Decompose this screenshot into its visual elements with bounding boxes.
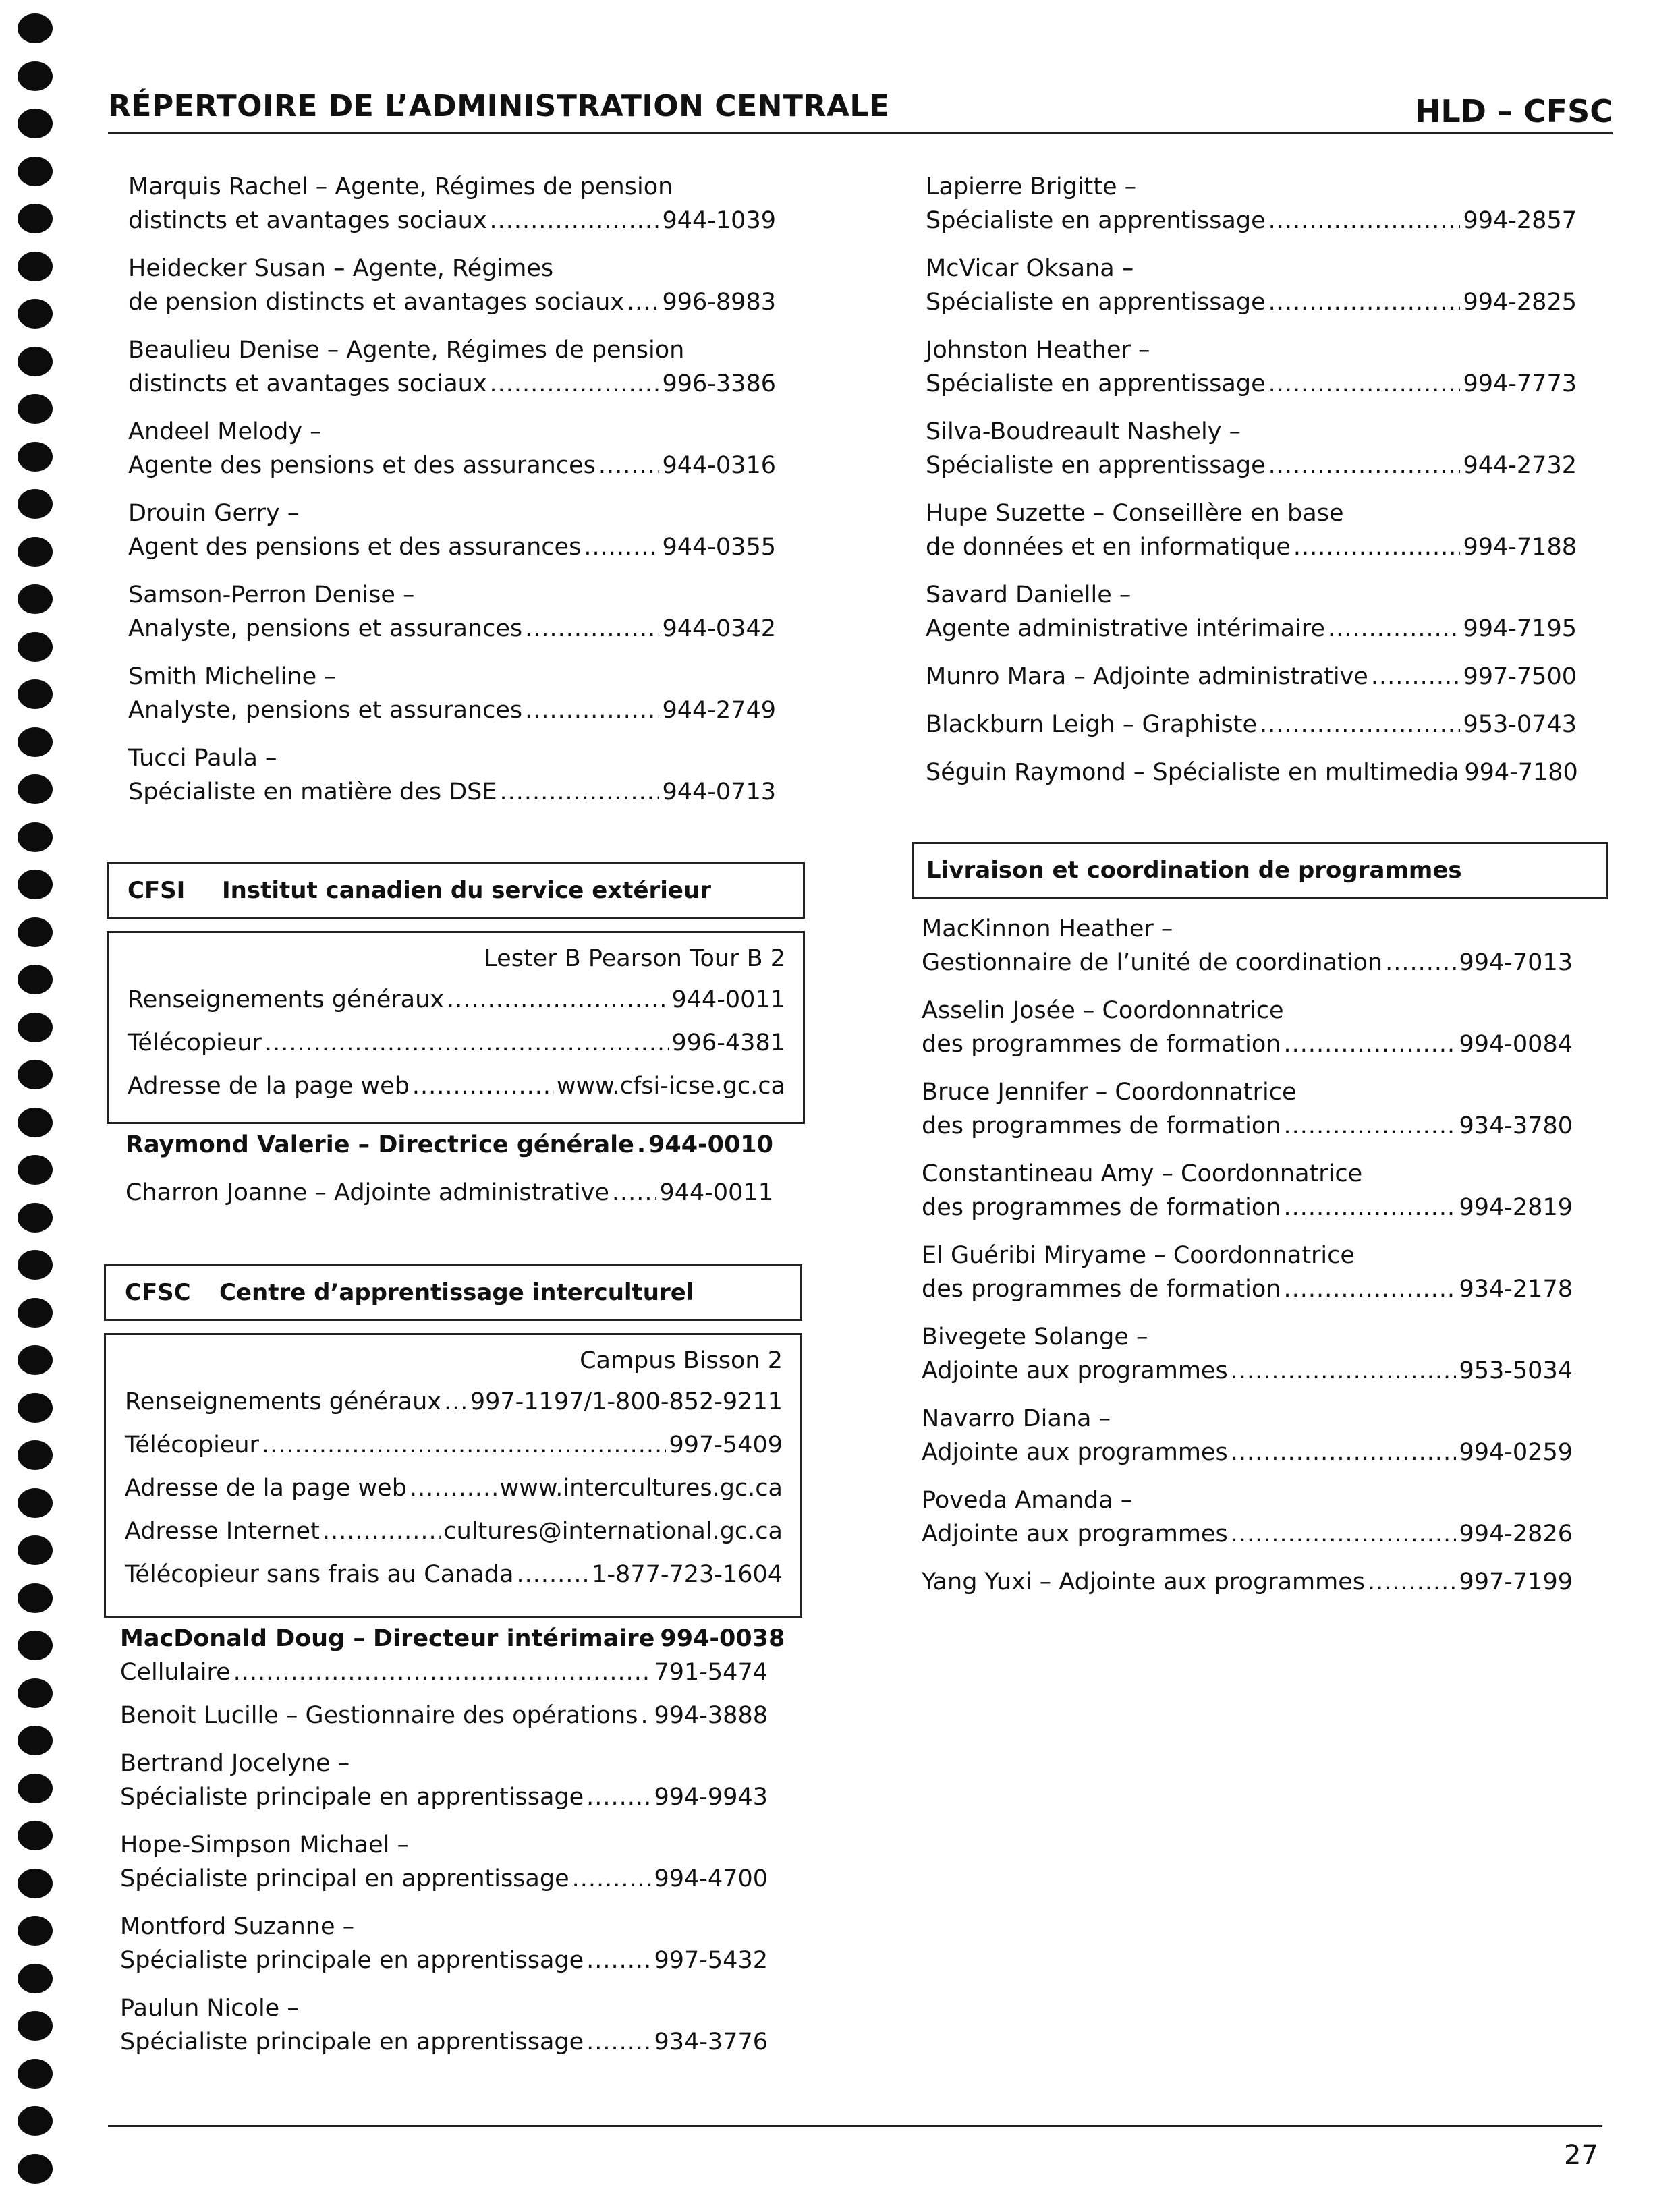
info-row: Renseignements généraux ..... 944-0011 [128,983,785,1017]
binder-hole [18,1631,53,1660]
footer-rule [108,2125,1602,2127]
binder-hole [18,584,53,614]
directory-entry: Munro Mara – Adjointe administrative ..... 997-7500 [926,660,1577,693]
binder-hole [18,1108,53,1137]
directory-entry: Raymond Valerie – Directrice générale ..... 944-0010 [125,1128,773,1162]
binder-hole [18,1916,53,1946]
binder-hole [18,1060,53,1089]
right-column-top-list [926,170,1577,803]
binder-hole [18,347,53,376]
binder-hole [18,1250,53,1280]
directory-entry: Constantineau Amy – Coordonnatrice des programmes de formation ..... 994-2819 [922,1157,1573,1224]
binder-hole [18,2059,53,2089]
info-row: Adresse Internet ..... cultures@international.gc.ca [125,1515,783,1548]
binder-hole [18,1393,53,1423]
left-column-top-list [128,170,776,823]
cfsc-director: MacDonald Doug – Directeur intérimaire 994-0038 Cellulaire ..... 791-5474 [120,1622,768,1689]
binder-hole [18,727,53,757]
cfsc-info-box [104,1333,802,1618]
directory-entry: Tucci Paula – Spécialiste en matière des DSE ..... 944-0713 [128,741,776,809]
directory-entry: Bivegete Solange – Adjointe aux programmes ..... 953-5034 [922,1320,1573,1388]
binder-hole [18,1345,53,1375]
binder-hole [18,1869,53,1898]
binder-hole [18,109,53,138]
cfsi-acronym: CFSI [128,877,186,904]
livraison-section-header [912,842,1608,899]
binder-hole [18,1726,53,1755]
directory-entry: Heidecker Susan – Agente, Régimes de pension distincts et avantages sociaux ..... 996-8983 [128,252,776,319]
binder-hole [18,1488,53,1518]
cfsc-info-list [125,1385,783,1591]
binder-hole [18,1440,53,1470]
binder-hole [18,157,53,186]
binder-hole [18,1535,53,1565]
cfsi-staff-list [125,1128,773,1224]
cfsc-location: Campus Bisson 2 [580,1347,783,1374]
binder-hole [18,1013,53,1042]
directory-entry: Hupe Suzette – Conseillère en base de données et en informatique ..... 994-7188 [926,497,1577,564]
binder-hole [18,204,53,233]
directory-entry: Beaulieu Denise – Agente, Régimes de pension distincts et avantages sociaux ..... 996-3386 [128,333,776,401]
binder-hole [18,2011,53,2041]
directory-entry: Séguin Raymond – Spécialiste en multimedia 994-7180 [926,759,1578,786]
binder-hole [18,965,53,994]
binder-hole [18,1678,53,1708]
binder-hole [18,489,53,519]
binder-hole [18,1298,53,1328]
directory-entry: Hope-Simpson Michael – Spécialiste principal en apprentissage ..... 994-4700 [120,1828,768,1896]
livraison-staff-list [922,912,1573,1613]
directory-entry: Andeel Melody – Agente des pensions et des assurances ..... 944-0316 [128,415,776,482]
binder-hole [18,61,53,91]
cfsi-location: Lester B Pearson Tour B 2 [484,945,785,972]
directory-entry: Yang Yuxi – Adjointe aux programmes ..... 997-7199 [922,1565,1573,1599]
info-row: Renseignements généraux ..... 997-1197/1-800-852-9211 [125,1385,783,1419]
binder-hole [18,394,53,424]
binder-hole [18,1203,53,1233]
directory-entry: McVicar Oksana – Spécialiste en apprentissage ..... 994-2825 [926,252,1577,319]
binder-hole [18,299,53,329]
cfsc-name: Centre d’apprentissage interculturel [219,1279,694,1306]
directory-entry: El Guéribi Miryame – Coordonnatrice des programmes de formation ..... 934-2178 [922,1239,1573,1306]
directory-entry: Johnston Heather – Spécialiste en apprentissage ..... 994-7773 [926,333,1577,401]
binder-hole [18,774,53,804]
livraison-title: Livraison et coordination de programmes [926,857,1462,884]
binder-hole [18,1774,53,1803]
cfsi-info-list [128,983,785,1103]
binder-hole [18,870,53,899]
binder-hole [18,1155,53,1185]
directory-entry: Navarro Diana – Adjointe aux programmes ..... 994-0259 [922,1402,1573,1469]
cfsc-section-header [104,1264,802,1321]
binder-hole [18,2154,53,2184]
binder-hole [18,2106,53,2136]
section-code: HLD – CFSC [1414,93,1613,130]
directory-entry: Drouin Gerry – Agent des pensions et des assurances ..... 944-0355 [128,497,776,564]
info-row: Télécopieur ..... 997-5409 [125,1428,783,1462]
directory-entry: Samson-Perron Denise – Analyste, pensions et assurances ..... 944-0342 [128,578,776,646]
binder-hole [18,632,53,662]
directory-entry: Montford Suzanne – Spécialiste principale en apprentissage ..... 997-5432 [120,1910,768,1977]
directory-entry: Lapierre Brigitte – Spécialiste en apprentissage ..... 994-2857 [926,170,1577,237]
directory-entry: Marquis Rachel – Agente, Régimes de pension distincts et avantages sociaux ..... 944-1039 [128,170,776,237]
directory-entry: Poveda Amanda – Adjointe aux programmes ..... 994-2826 [922,1483,1573,1551]
binder-hole [18,1821,53,1850]
cfsc-acronym: CFSC [125,1279,191,1306]
directory-entry: Savard Danielle – Agente administrative intérimaire ..... 994-7195 [926,578,1577,646]
info-row: Télécopieur ..... 996-4381 [128,1026,785,1060]
directory-entry: Benoit Lucille – Gestionnaire des opérations ..... 994-3888 [120,1699,768,1732]
cfsi-section-header [107,862,805,919]
binder-hole [18,537,53,567]
cfsc-staff-list [120,1622,785,2073]
page-header [108,86,1613,134]
directory-entry: Bertrand Jocelyne – Spécialiste principale en apprentissage ..... 994-9943 [120,1747,768,1814]
directory-entry: Charron Joanne – Adjointe administrative ..... 944-0011 [125,1176,773,1210]
binder-hole [18,442,53,472]
directory-entry: Bruce Jennifer – Coordonnatrice des programmes de formation ..... 934-3780 [922,1075,1573,1143]
cfsi-info-box [107,931,805,1124]
cfsi-name: Institut canadien du service extérieur [222,877,711,904]
directory-entry: Asselin Josée – Coordonnatrice des programmes de formation ..... 994-0084 [922,994,1573,1061]
binder-hole [18,1964,53,1993]
directory-entry: Smith Micheline – Analyste, pensions et assurances ..... 944-2749 [128,660,776,727]
binder-hole [18,252,53,281]
info-row: Télécopieur sans frais au Canada ..... 1-877-723-1604 [125,1558,783,1591]
binder-hole [18,679,53,709]
binder-hole [18,1583,53,1613]
page-title: RÉPERTOIRE DE L’ADMINISTRATION CENTRALE [108,89,890,123]
binder-hole [18,13,53,43]
directory-entry: Paulun Nicole – Spécialiste principale en apprentissage ..... 934-3776 [120,1991,768,2059]
info-row: Adresse de la page web ..... www.intercultures.gc.ca [125,1471,783,1505]
binder-hole [18,822,53,852]
directory-entry: Silva-Boudreault Nashely – Spécialiste en apprentissage ..... 944-2732 [926,415,1577,482]
binder-hole [18,917,53,947]
directory-entry: MacKinnon Heather – Gestionnaire de l’unité de coordination ..... 994-7013 [922,912,1573,980]
info-row: Adresse de la page web ..... www.cfsi-icse.gc.ca [128,1069,785,1103]
directory-entry: Blackburn Leigh – Graphiste ..... 953-0743 [926,708,1577,741]
page-number: 27 [1564,2140,1598,2171]
